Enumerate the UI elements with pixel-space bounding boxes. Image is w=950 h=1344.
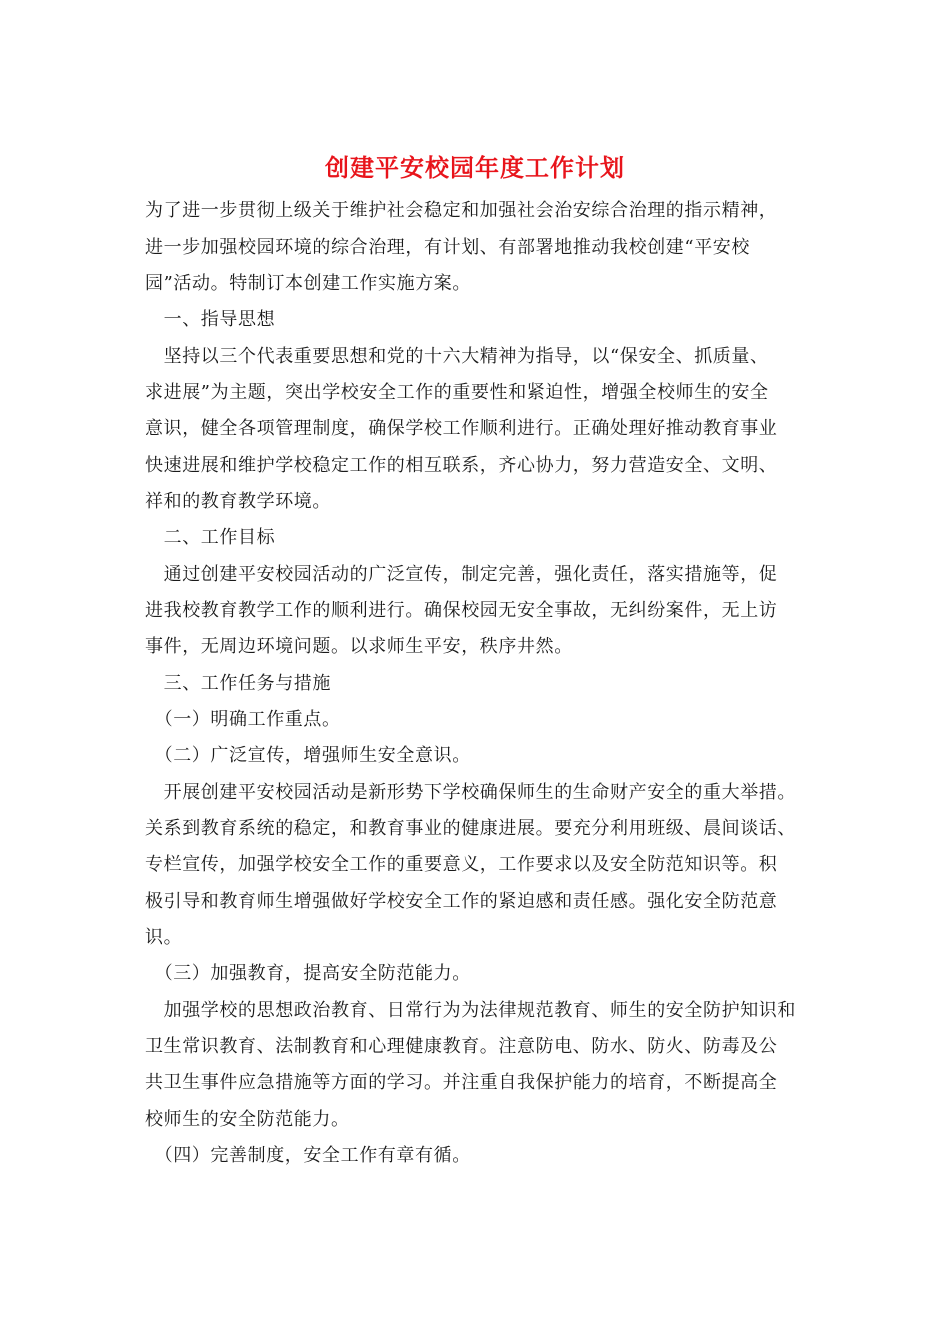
body-line: 关系到教育系统的稳定，和教育事业的健康进展。要充分利用班级、晨间谈话、	[145, 818, 796, 839]
body-line: 极引导和教育师生增强做好学校安全工作的紧迫感和责任感。强化安全防范意	[145, 891, 778, 912]
body-line: 卫生常识教育、法制教育和心理健康教育。注意防电、防水、防火、防毒及公	[145, 1036, 778, 1057]
body-line: 开展创建平安校园活动是新形势下学校确保师生的生命财产安全的重大举措。	[145, 782, 796, 803]
body-line: 共卫生事件应急措施等方面的学习。并注重自我保护能力的培育，不断提高全	[145, 1072, 778, 1093]
subsection-heading: （四）完善制度，安全工作有章有循。	[145, 1145, 471, 1166]
body-line: 通过创建平安校园活动的广泛宣传，制定完善，强化责任，落实措施等，促	[145, 564, 778, 585]
subsection-heading: （一）明确工作重点。	[145, 709, 341, 730]
body-line: 快速进展和维护学校稳定工作的相互联系，齐心协力，努力营造安全、文明、	[145, 455, 778, 476]
body-line: 专栏宣传，加强学校安全工作的重要意义，工作要求以及安全防范知识等。积	[145, 854, 778, 875]
subsection-heading: （三）加强教育，提高安全防范能力。	[145, 963, 471, 984]
document-title: 创建平安校园年度工作计划	[325, 153, 625, 182]
body-line: 事件，无周边环境问题。以求师生平安，秩序井然。	[145, 636, 573, 657]
body-line: 祥和的教育教学环境。	[145, 491, 331, 512]
body-line: 校师生的安全防范能力。	[145, 1109, 350, 1130]
section-heading: 一、指导思想	[145, 309, 276, 330]
body-line: 进一步加强校园环境的综合治理，有计划、有部署地推动我校创建“平安校	[145, 237, 750, 258]
body-line: 园”活动。特制订本创建工作实施方案。	[145, 273, 472, 294]
body-line: 加强学校的思想政治教育、日常行为为法律规范教育、师生的安全防护知识和	[145, 1000, 796, 1021]
section-heading: 三、工作任务与措施	[145, 673, 331, 694]
body-line: 识。	[145, 927, 183, 948]
body-line: 进我校教育教学工作的顺利进行。确保校园无安全事故，无纠纷案件，无上访	[145, 600, 778, 621]
subsection-heading: （二）广泛宣传，增强师生安全意识。	[145, 745, 471, 766]
body-line: 意识，健全各项管理制度，确保学校工作顺利进行。正确处理好推动教育事业	[145, 418, 778, 439]
body-line: 求进展”为主题，突出学校安全工作的重要性和紧迫性，增强全校师生的安全	[145, 382, 769, 403]
body-line: 为了进一步贯彻上级关于维护社会稳定和加强社会治安综合治理的指示精神，	[145, 200, 778, 221]
body-line: 坚持以三个代表重要思想和党的十六大精神为指导，以“保安全、抓质量、	[145, 346, 769, 367]
section-heading: 二、工作目标	[145, 527, 276, 548]
